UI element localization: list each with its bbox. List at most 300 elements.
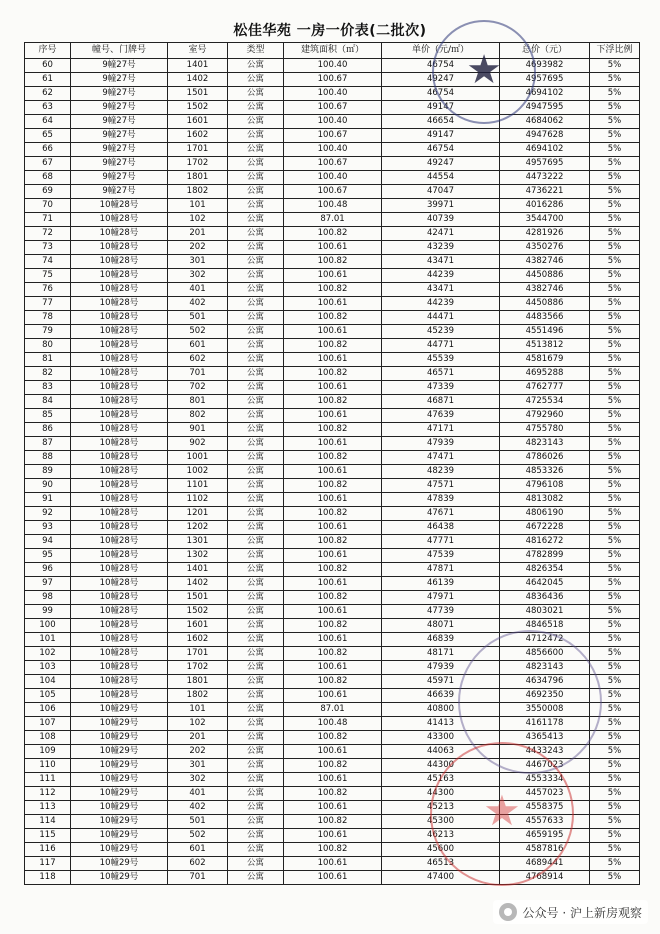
cell-type: 公寓 (228, 409, 284, 423)
cell-room: 101 (168, 199, 228, 213)
cell-building: 9幢27号 (71, 143, 168, 157)
cell-area: 100.48 (284, 199, 382, 213)
cell-discount: 5% (590, 465, 640, 479)
cell-total-price: 4382746 (500, 255, 590, 269)
cell-room: 701 (168, 367, 228, 381)
cell-area: 100.82 (284, 479, 382, 493)
cell-type: 公寓 (228, 157, 284, 171)
cell-building: 10幢28号 (71, 479, 168, 493)
cell-room: 301 (168, 255, 228, 269)
cell-total-price: 4587816 (500, 843, 590, 857)
cell-seq: 97 (25, 577, 71, 591)
cell-unit-price: 46571 (382, 367, 500, 381)
cell-area: 100.82 (284, 535, 382, 549)
cell-seq: 82 (25, 367, 71, 381)
cell-unit-price: 44063 (382, 745, 500, 759)
cell-total-price: 4457023 (500, 787, 590, 801)
cell-seq: 117 (25, 857, 71, 871)
cell-room: 1501 (168, 591, 228, 605)
cell-building: 10幢28号 (71, 367, 168, 381)
cell-unit-price: 47871 (382, 563, 500, 577)
column-header-discount: 下浮比例 (590, 43, 640, 59)
cell-discount: 5% (590, 395, 640, 409)
cell-building: 10幢28号 (71, 339, 168, 353)
cell-type: 公寓 (228, 549, 284, 563)
cell-area: 100.82 (284, 311, 382, 325)
cell-building: 10幢29号 (71, 773, 168, 787)
cell-room: 302 (168, 269, 228, 283)
cell-building: 10幢28号 (71, 493, 168, 507)
table-row (25, 535, 640, 549)
cell-type: 公寓 (228, 185, 284, 199)
cell-discount: 5% (590, 157, 640, 171)
cell-discount: 5% (590, 213, 640, 227)
table-row (25, 815, 640, 829)
table-row (25, 423, 640, 437)
table-row (25, 297, 640, 311)
cell-seq: 99 (25, 605, 71, 619)
cell-room: 502 (168, 829, 228, 843)
cell-unit-price: 43300 (382, 731, 500, 745)
cell-building: 10幢29号 (71, 787, 168, 801)
column-header-seq: 序号 (25, 43, 71, 59)
cell-total-price: 4796108 (500, 479, 590, 493)
cell-total-price: 4553334 (500, 773, 590, 787)
page-title: 松佳华苑 一房一价表(二批次) (233, 23, 427, 39)
cell-unit-price: 49147 (382, 101, 500, 115)
cell-seq: 115 (25, 829, 71, 843)
cell-total-price: 4558375 (500, 801, 590, 815)
cell-area: 100.61 (284, 297, 382, 311)
cell-seq: 108 (25, 731, 71, 745)
cell-room: 1401 (168, 59, 228, 73)
cell-discount: 5% (590, 297, 640, 311)
cell-total-price: 4513812 (500, 339, 590, 353)
cell-unit-price: 49147 (382, 129, 500, 143)
cell-total-price: 4856600 (500, 647, 590, 661)
cell-room: 501 (168, 815, 228, 829)
cell-building: 10幢28号 (71, 255, 168, 269)
cell-room: 401 (168, 787, 228, 801)
cell-seq: 78 (25, 311, 71, 325)
table-row (25, 745, 640, 759)
cell-room: 302 (168, 773, 228, 787)
column-header-unit-price: 单价（元/㎡） (382, 43, 500, 59)
cell-discount: 5% (590, 703, 640, 717)
cell-seq: 111 (25, 773, 71, 787)
cell-total-price: 4016286 (500, 199, 590, 213)
table-body (25, 59, 640, 885)
cell-seq: 67 (25, 157, 71, 171)
cell-type: 公寓 (228, 605, 284, 619)
table-row (25, 409, 640, 423)
cell-seq: 104 (25, 675, 71, 689)
table-row (25, 87, 640, 101)
star-icon: ★ (466, 47, 502, 93)
cell-discount: 5% (590, 661, 640, 675)
cell-room: 1802 (168, 185, 228, 199)
cell-area: 100.82 (284, 507, 382, 521)
cell-building: 10幢28号 (71, 549, 168, 563)
cell-area: 100.82 (284, 591, 382, 605)
cell-discount: 5% (590, 815, 640, 829)
cell-total-price: 3550008 (500, 703, 590, 717)
cell-type: 公寓 (228, 661, 284, 675)
cell-seq: 80 (25, 339, 71, 353)
cell-area: 100.61 (284, 829, 382, 843)
cell-type: 公寓 (228, 619, 284, 633)
cell-area: 100.82 (284, 815, 382, 829)
table-row (25, 787, 640, 801)
cell-room: 1701 (168, 647, 228, 661)
cell-discount: 5% (590, 871, 640, 885)
cell-total-price: 4853326 (500, 465, 590, 479)
cell-building: 9幢27号 (71, 115, 168, 129)
cell-seq: 86 (25, 423, 71, 437)
cell-total-price: 4813082 (500, 493, 590, 507)
cell-discount: 5% (590, 857, 640, 871)
cell-area: 100.61 (284, 745, 382, 759)
cell-total-price: 4762777 (500, 381, 590, 395)
cell-type: 公寓 (228, 535, 284, 549)
cell-type: 公寓 (228, 521, 284, 535)
table-row (25, 591, 640, 605)
cell-type: 公寓 (228, 871, 284, 885)
cell-type: 公寓 (228, 115, 284, 129)
cell-unit-price: 43471 (382, 255, 500, 269)
cell-room: 602 (168, 353, 228, 367)
cell-discount: 5% (590, 129, 640, 143)
table-row (25, 493, 640, 507)
cell-total-price: 4695288 (500, 367, 590, 381)
cell-unit-price: 46871 (382, 395, 500, 409)
cell-type: 公寓 (228, 395, 284, 409)
cell-area: 100.82 (284, 227, 382, 241)
cell-type: 公寓 (228, 717, 284, 731)
cell-building: 10幢28号 (71, 297, 168, 311)
cell-type: 公寓 (228, 255, 284, 269)
cell-unit-price: 49247 (382, 73, 500, 87)
cell-seq: 69 (25, 185, 71, 199)
cell-building: 10幢28号 (71, 227, 168, 241)
cell-seq: 74 (25, 255, 71, 269)
cell-total-price: 4786026 (500, 451, 590, 465)
table-row (25, 241, 640, 255)
cell-unit-price: 44554 (382, 171, 500, 185)
cell-room: 1801 (168, 675, 228, 689)
cell-seq: 72 (25, 227, 71, 241)
table-row (25, 339, 640, 353)
cell-discount: 5% (590, 143, 640, 157)
table-row (25, 605, 640, 619)
cell-room: 102 (168, 213, 228, 227)
cell-area: 100.82 (284, 451, 382, 465)
cell-area: 100.40 (284, 143, 382, 157)
cell-type: 公寓 (228, 633, 284, 647)
cell-total-price: 4551496 (500, 325, 590, 339)
cell-type: 公寓 (228, 129, 284, 143)
cell-area: 100.82 (284, 759, 382, 773)
star-icon: ★ (483, 786, 521, 835)
cell-total-price: 4947628 (500, 129, 590, 143)
cell-discount: 5% (590, 759, 640, 773)
cell-room: 1002 (168, 465, 228, 479)
cell-seq: 87 (25, 437, 71, 451)
cell-discount: 5% (590, 171, 640, 185)
cell-type: 公寓 (228, 171, 284, 185)
cell-seq: 75 (25, 269, 71, 283)
cell-unit-price: 47771 (382, 535, 500, 549)
cell-building: 10幢28号 (71, 675, 168, 689)
cell-area: 100.61 (284, 871, 382, 885)
cell-total-price: 3544700 (500, 213, 590, 227)
cell-area: 100.61 (284, 241, 382, 255)
cell-building: 10幢28号 (71, 241, 168, 255)
cell-building: 10幢28号 (71, 465, 168, 479)
cell-total-price: 4694102 (500, 143, 590, 157)
wechat-official-account-icon (499, 903, 517, 921)
cell-building: 10幢28号 (71, 437, 168, 451)
cell-seq: 102 (25, 647, 71, 661)
cell-building: 9幢27号 (71, 129, 168, 143)
cell-discount: 5% (590, 549, 640, 563)
cell-room: 901 (168, 423, 228, 437)
cell-area: 87.01 (284, 213, 382, 227)
cell-type: 公寓 (228, 591, 284, 605)
cell-type: 公寓 (228, 829, 284, 843)
table-row (25, 115, 640, 129)
cell-building: 10幢28号 (71, 647, 168, 661)
cell-seq: 81 (25, 353, 71, 367)
cell-area: 100.67 (284, 73, 382, 87)
column-header-total-price: 总价（元） (500, 43, 590, 59)
cell-unit-price: 45971 (382, 675, 500, 689)
cell-unit-price: 43239 (382, 241, 500, 255)
cell-area: 100.40 (284, 59, 382, 73)
cell-type: 公寓 (228, 311, 284, 325)
cell-building: 10幢28号 (71, 451, 168, 465)
cell-room: 202 (168, 745, 228, 759)
table-row (25, 59, 640, 73)
cell-discount: 5% (590, 577, 640, 591)
cell-discount: 5% (590, 801, 640, 815)
cell-unit-price: 47171 (382, 423, 500, 437)
cell-room: 1301 (168, 535, 228, 549)
cell-room: 701 (168, 871, 228, 885)
table-row (25, 101, 640, 115)
cell-discount: 5% (590, 773, 640, 787)
table-row (25, 269, 640, 283)
cell-room: 1001 (168, 451, 228, 465)
cell-unit-price: 44771 (382, 339, 500, 353)
cell-room: 101 (168, 703, 228, 717)
cell-area: 100.61 (284, 437, 382, 451)
table-row (25, 171, 640, 185)
cell-unit-price: 45213 (382, 801, 500, 815)
cell-type: 公寓 (228, 759, 284, 773)
table-row (25, 619, 640, 633)
cell-area: 100.61 (284, 577, 382, 591)
cell-total-price: 4281926 (500, 227, 590, 241)
cell-discount: 5% (590, 493, 640, 507)
cell-seq: 118 (25, 871, 71, 885)
watermark-text: 公众号 · 沪上新房观察 (522, 905, 642, 920)
cell-building: 10幢29号 (71, 815, 168, 829)
column-header-room: 室号 (168, 43, 228, 59)
cell-building: 10幢28号 (71, 283, 168, 297)
table-row (25, 199, 640, 213)
cell-type: 公寓 (228, 73, 284, 87)
cell-area: 100.61 (284, 521, 382, 535)
table-row (25, 129, 640, 143)
table-row (25, 479, 640, 493)
cell-building: 9幢27号 (71, 59, 168, 73)
cell-area: 100.40 (284, 171, 382, 185)
cell-building: 10幢28号 (71, 199, 168, 213)
cell-area: 100.61 (284, 689, 382, 703)
cell-seq: 93 (25, 521, 71, 535)
cell-room: 1702 (168, 157, 228, 171)
cell-room: 1701 (168, 143, 228, 157)
cell-type: 公寓 (228, 59, 284, 73)
cell-area: 87.01 (284, 703, 382, 717)
cell-total-price: 4382746 (500, 283, 590, 297)
cell-area: 100.82 (284, 255, 382, 269)
cell-building: 10幢29号 (71, 801, 168, 815)
cell-total-price: 4693982 (500, 59, 590, 73)
cell-unit-price: 46213 (382, 829, 500, 843)
cell-discount: 5% (590, 73, 640, 87)
cell-total-price: 4823143 (500, 437, 590, 451)
cell-discount: 5% (590, 647, 640, 661)
cell-unit-price: 44239 (382, 269, 500, 283)
cell-unit-price: 46754 (382, 59, 500, 73)
cell-room: 501 (168, 311, 228, 325)
cell-building: 10幢28号 (71, 633, 168, 647)
table-row (25, 521, 640, 535)
cell-seq: 79 (25, 325, 71, 339)
cell-discount: 5% (590, 115, 640, 129)
cell-unit-price: 47400 (382, 871, 500, 885)
cell-unit-price: 47639 (382, 409, 500, 423)
cell-building: 9幢27号 (71, 157, 168, 171)
cell-room: 201 (168, 227, 228, 241)
cell-building: 9幢27号 (71, 101, 168, 115)
table-row (25, 689, 640, 703)
cell-type: 公寓 (228, 787, 284, 801)
cell-discount: 5% (590, 619, 640, 633)
cell-unit-price: 44300 (382, 759, 500, 773)
cell-unit-price: 45163 (382, 773, 500, 787)
cell-building: 9幢27号 (71, 87, 168, 101)
table-row (25, 633, 640, 647)
cell-area: 100.61 (284, 661, 382, 675)
cell-building: 10幢29号 (71, 745, 168, 759)
cell-discount: 5% (590, 59, 640, 73)
cell-seq: 116 (25, 843, 71, 857)
cell-room: 1401 (168, 563, 228, 577)
cell-seq: 106 (25, 703, 71, 717)
cell-room: 902 (168, 437, 228, 451)
cell-building: 10幢28号 (71, 395, 168, 409)
cell-discount: 5% (590, 731, 640, 745)
cell-area: 100.82 (284, 731, 382, 745)
cell-total-price: 4755780 (500, 423, 590, 437)
cell-building: 10幢29号 (71, 759, 168, 773)
cell-discount: 5% (590, 227, 640, 241)
cell-building: 10幢28号 (71, 605, 168, 619)
cell-total-price: 4836436 (500, 591, 590, 605)
cell-seq: 63 (25, 101, 71, 115)
cell-type: 公寓 (228, 675, 284, 689)
cell-unit-price: 47939 (382, 661, 500, 675)
cell-type: 公寓 (228, 577, 284, 591)
table-row (25, 675, 640, 689)
cell-total-price: 4365413 (500, 731, 590, 745)
cell-type: 公寓 (228, 297, 284, 311)
cell-unit-price: 41413 (382, 717, 500, 731)
cell-building: 10幢29号 (71, 829, 168, 843)
cell-seq: 84 (25, 395, 71, 409)
table-row (25, 773, 640, 787)
cell-total-price: 4792960 (500, 409, 590, 423)
cell-total-price: 4725534 (500, 395, 590, 409)
cell-room: 1601 (168, 619, 228, 633)
cell-discount: 5% (590, 241, 640, 255)
cell-room: 601 (168, 339, 228, 353)
cell-type: 公寓 (228, 381, 284, 395)
cell-total-price: 4473222 (500, 171, 590, 185)
cell-total-price: 4450886 (500, 269, 590, 283)
table-row (25, 829, 640, 843)
cell-area: 100.61 (284, 269, 382, 283)
table-row (25, 353, 640, 367)
cell-seq: 85 (25, 409, 71, 423)
cell-area: 100.61 (284, 465, 382, 479)
cell-unit-price: 49247 (382, 157, 500, 171)
cell-building: 9幢27号 (71, 171, 168, 185)
cell-unit-price: 45539 (382, 353, 500, 367)
cell-discount: 5% (590, 605, 640, 619)
cell-room: 1202 (168, 521, 228, 535)
cell-type: 公寓 (228, 339, 284, 353)
price-table (24, 42, 640, 885)
cell-discount: 5% (590, 409, 640, 423)
cell-seq: 76 (25, 283, 71, 297)
table-row (25, 731, 640, 745)
cell-seq: 73 (25, 241, 71, 255)
cell-type: 公寓 (228, 241, 284, 255)
cell-discount: 5% (590, 675, 640, 689)
cell-type: 公寓 (228, 367, 284, 381)
cell-total-price: 4803021 (500, 605, 590, 619)
cell-type: 公寓 (228, 703, 284, 717)
cell-total-price: 4782899 (500, 549, 590, 563)
table-row (25, 451, 640, 465)
cell-type: 公寓 (228, 353, 284, 367)
cell-room: 1601 (168, 115, 228, 129)
table-row (25, 395, 640, 409)
cell-total-price: 4684062 (500, 115, 590, 129)
cell-seq: 92 (25, 507, 71, 521)
cell-unit-price: 40800 (382, 703, 500, 717)
cell-discount: 5% (590, 521, 640, 535)
cell-room: 1802 (168, 689, 228, 703)
table-row (25, 283, 640, 297)
cell-seq: 71 (25, 213, 71, 227)
cell-type: 公寓 (228, 493, 284, 507)
cell-total-price: 4634796 (500, 675, 590, 689)
